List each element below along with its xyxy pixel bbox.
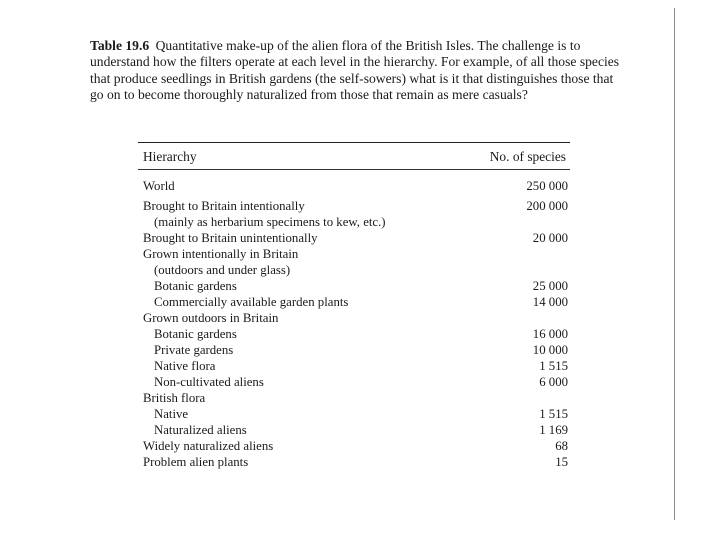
row-label: Native flora <box>154 359 216 373</box>
row-count: 14 000 <box>532 295 568 309</box>
table-header <box>138 144 570 168</box>
row-count: 1 515 <box>539 407 568 421</box>
table-row <box>138 326 570 342</box>
table-row <box>138 178 570 194</box>
column-header-hierarchy: Hierarchy <box>143 149 197 164</box>
row-label: World <box>143 179 175 193</box>
table-top-rule <box>138 142 570 143</box>
table-number: Table 19.6 <box>90 38 150 53</box>
table-row <box>138 230 570 246</box>
row-label: Grown intentionally in Britain <box>143 247 299 261</box>
row-label: Brought to Britain intentionally <box>143 199 305 213</box>
species-table <box>138 142 570 470</box>
row-count: 1 169 <box>539 423 568 437</box>
row-count: 15 <box>555 455 568 469</box>
table-row <box>138 454 570 470</box>
row-label: Non-cultivated aliens <box>154 375 264 389</box>
row-label: Botanic gardens <box>154 327 237 341</box>
table-row <box>138 390 570 406</box>
row-label: Grown outdoors in Britain <box>143 311 279 325</box>
table-row <box>138 422 570 438</box>
row-label: Native <box>154 407 189 421</box>
table-body <box>138 170 570 470</box>
row-count: 16 000 <box>532 327 568 341</box>
table-row <box>138 278 570 294</box>
table-row <box>138 406 570 422</box>
row-label: Naturalized aliens <box>154 423 247 437</box>
page-edge-line <box>674 8 675 520</box>
row-label: British flora <box>143 391 206 405</box>
row-count: 250 000 <box>526 179 568 193</box>
table-row <box>138 342 570 358</box>
row-count: 10 000 <box>532 343 568 357</box>
table-row <box>138 246 570 262</box>
row-label: Widely naturalized aliens <box>143 439 274 453</box>
table-caption <box>90 38 625 103</box>
table-row <box>138 294 570 310</box>
row-count: 20 000 <box>532 231 568 245</box>
table-row <box>138 310 570 326</box>
table-row <box>138 438 570 454</box>
table-row <box>138 198 570 214</box>
row-count: 68 <box>555 439 568 453</box>
row-label: Brought to Britain unintentionally <box>143 231 318 245</box>
column-header-species-count: No. of species <box>489 149 566 164</box>
row-count: 1 515 <box>539 359 568 373</box>
row-count: 25 000 <box>532 279 568 293</box>
row-label: Botanic gardens <box>154 279 237 293</box>
row-label: Problem alien plants <box>143 455 249 469</box>
row-label: Private gardens <box>154 343 234 357</box>
row-label: (mainly as herbarium specimens to kew, etc.) <box>154 215 386 229</box>
caption-text: Quantitative make-up of the alien flora of the British Isles. The challenge is to understand how the filters operate at each level in the hierarchy. For example, of all those species that produce seedlings in British gardens (the self-sowers) what is it that distinguishes those that go on to become thoroughly naturalized from those that remain as mere casuals? <box>90 38 620 102</box>
row-count: 6 000 <box>539 375 568 389</box>
table-row <box>138 358 570 374</box>
row-label: (outdoors and under glass) <box>154 263 291 277</box>
table-row <box>138 374 570 390</box>
table-row <box>138 214 570 230</box>
row-count: 200 000 <box>526 199 568 213</box>
table-row <box>138 262 570 278</box>
row-label: Commercially available garden plants <box>154 295 349 309</box>
